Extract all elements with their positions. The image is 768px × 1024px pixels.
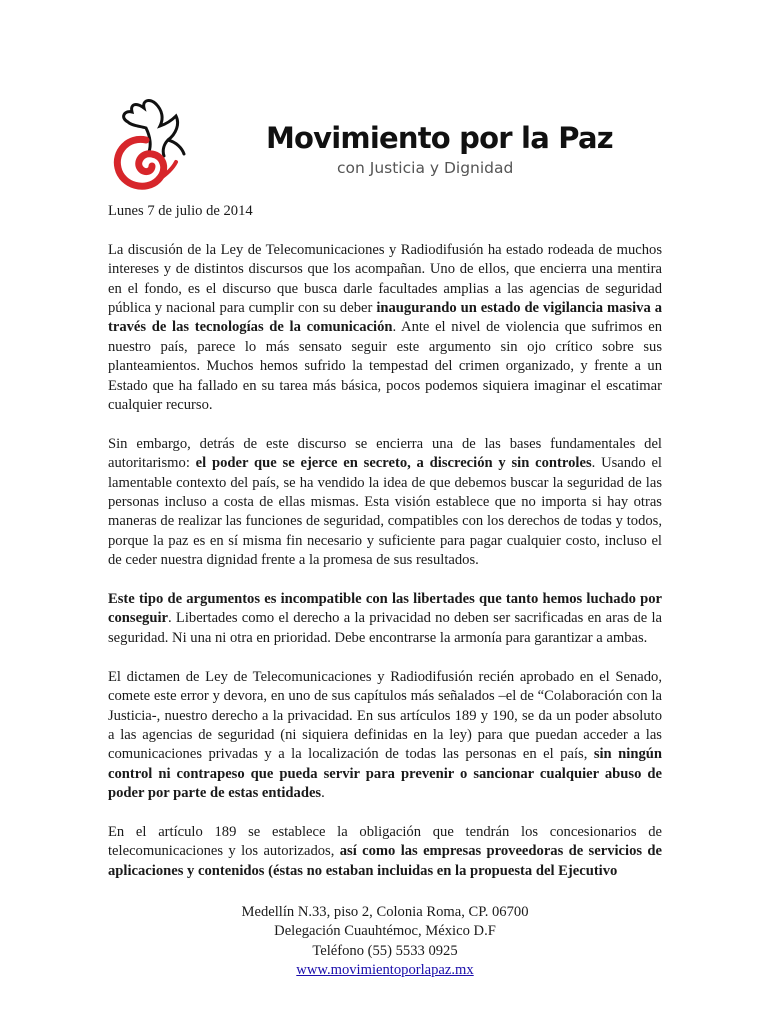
- letter-date: Lunes 7 de julio de 2014: [108, 203, 253, 219]
- paragraph-3-text-c: . Libertades como el derecho a la privacidad no deben ser sacrificadas en aras de la seguridad. Ni una ni otra en prioridad. Debe encontrarse la armonía para garantizar a ambas.: [108, 610, 662, 646]
- paragraph-2: [108, 435, 662, 571]
- paragraph-3: [108, 590, 662, 648]
- footer-phone: Teléfono (55) 5533 0925: [312, 942, 458, 959]
- paragraph-3-bold: Este tipo de argumentos es incompatible con las libertades que tanto hemos luchado por conseguir: [108, 591, 662, 627]
- paragraph-4-text-c: .: [321, 785, 325, 802]
- paragraph-1-text-c: . Ante el nivel de violencia que sufrimos en nuestro país, parece lo más sensato seguir este argumento sin ojo crítico sobre sus planteamientos. Muchos hemos sufrido la tempestad del crimen organizado, y frente a un Estado que ha fallado en su tarea más básica, pocos podemos siquiera imaginar el escatimar cualquier recurso.: [108, 319, 662, 414]
- paragraph-4: [108, 668, 662, 804]
- paragraph-1: [108, 241, 662, 416]
- paragraph-2-text-c: . Usando el lamentable contexto del país, se ha vendido la idea de que debemos buscar la seguridad de las personas incluso a costa de ellas mismas. Esta visión establece que no importa si hay otras maneras de realizar las funciones de seguridad, compatibles con los derechos de todas y todos, porque la paz es en sí misma fin necesario y suficiente para pagar cualquier costo, incluso el de ceder nuestra dignidad frente a la promesa de sus resultados.: [108, 455, 662, 569]
- letter-body: [108, 202, 662, 901]
- footer-address: Medellín N.33, piso 2, Colonia Roma, CP. 06700: [241, 904, 529, 920]
- website-link[interactable]: www.movimientoporlapaz.mx: [296, 962, 474, 979]
- paragraph-5: [108, 823, 662, 881]
- organization-subtitle: con Justicia y Dignidad: [337, 159, 514, 177]
- organization-title: Movimiento por la Paz: [266, 121, 613, 155]
- paragraph-4-text-a: El dictamen de Ley de Telecomunicaciones y Radiodifusión recién aprobado en el Senado, comete este error y devora, en uno de sus capítulos más señalados –el de “Colaboración con la Justicia-, nuestro derecho a la privacidad. En sus artículos 189 y 190, se da un poder absoluto a las agencias de seguridad (ni siquiera definidas en la ley) para que puedan acceder a las comunicaciones privadas y a la localización de todas las personas en el país,: [108, 668, 662, 763]
- paragraph-1-bold: inaugurando un estado de vigilancia masiva a través de las tecnologías de la comunicación: [108, 300, 662, 336]
- paragraph-2-text-a: Sin embargo, detrás de este discurso se encierra una de las bases fundamentales del autoritarismo:: [108, 435, 662, 472]
- letterhead: [266, 118, 626, 178]
- letter-footer: [108, 903, 662, 981]
- paragraph-2-bold: el poder que se ejerce en secreto, a discreción y sin controles: [195, 455, 592, 472]
- paragraph-4-bold: sin ningún control ni contrapeso que pueda servir para prevenir o sancionar cualquier abuso de poder por parte de estas entidades: [108, 746, 662, 802]
- paragraph-5-text-a: En el artículo 189 se establece la obligación que tendrán los concesionarios de telecomunicaciones y los autorizados,: [108, 823, 662, 860]
- footer-delegation: Delegación Cuauhtémoc, México D.F: [274, 923, 496, 940]
- dove-spiral-logo-icon: [106, 96, 202, 196]
- paragraph-1-text-a: La discusión de la Ley de Telecomunicaciones y Radiodifusión ha estado rodeada de muchos intereses y de distintos discursos que los acompañan. Uno de ellos, que encierra una mentira en el fondo, es el discurso que busca darle facultades amplias a las agencias de seguridad pública y nacional para cumplir con su deber: [108, 241, 662, 317]
- paragraph-5-bold: así como las empresas proveedoras de servicios de aplicaciones y contenidos (éstas no estaban incluidas en la propuesta del Ejecutivo: [108, 843, 662, 879]
